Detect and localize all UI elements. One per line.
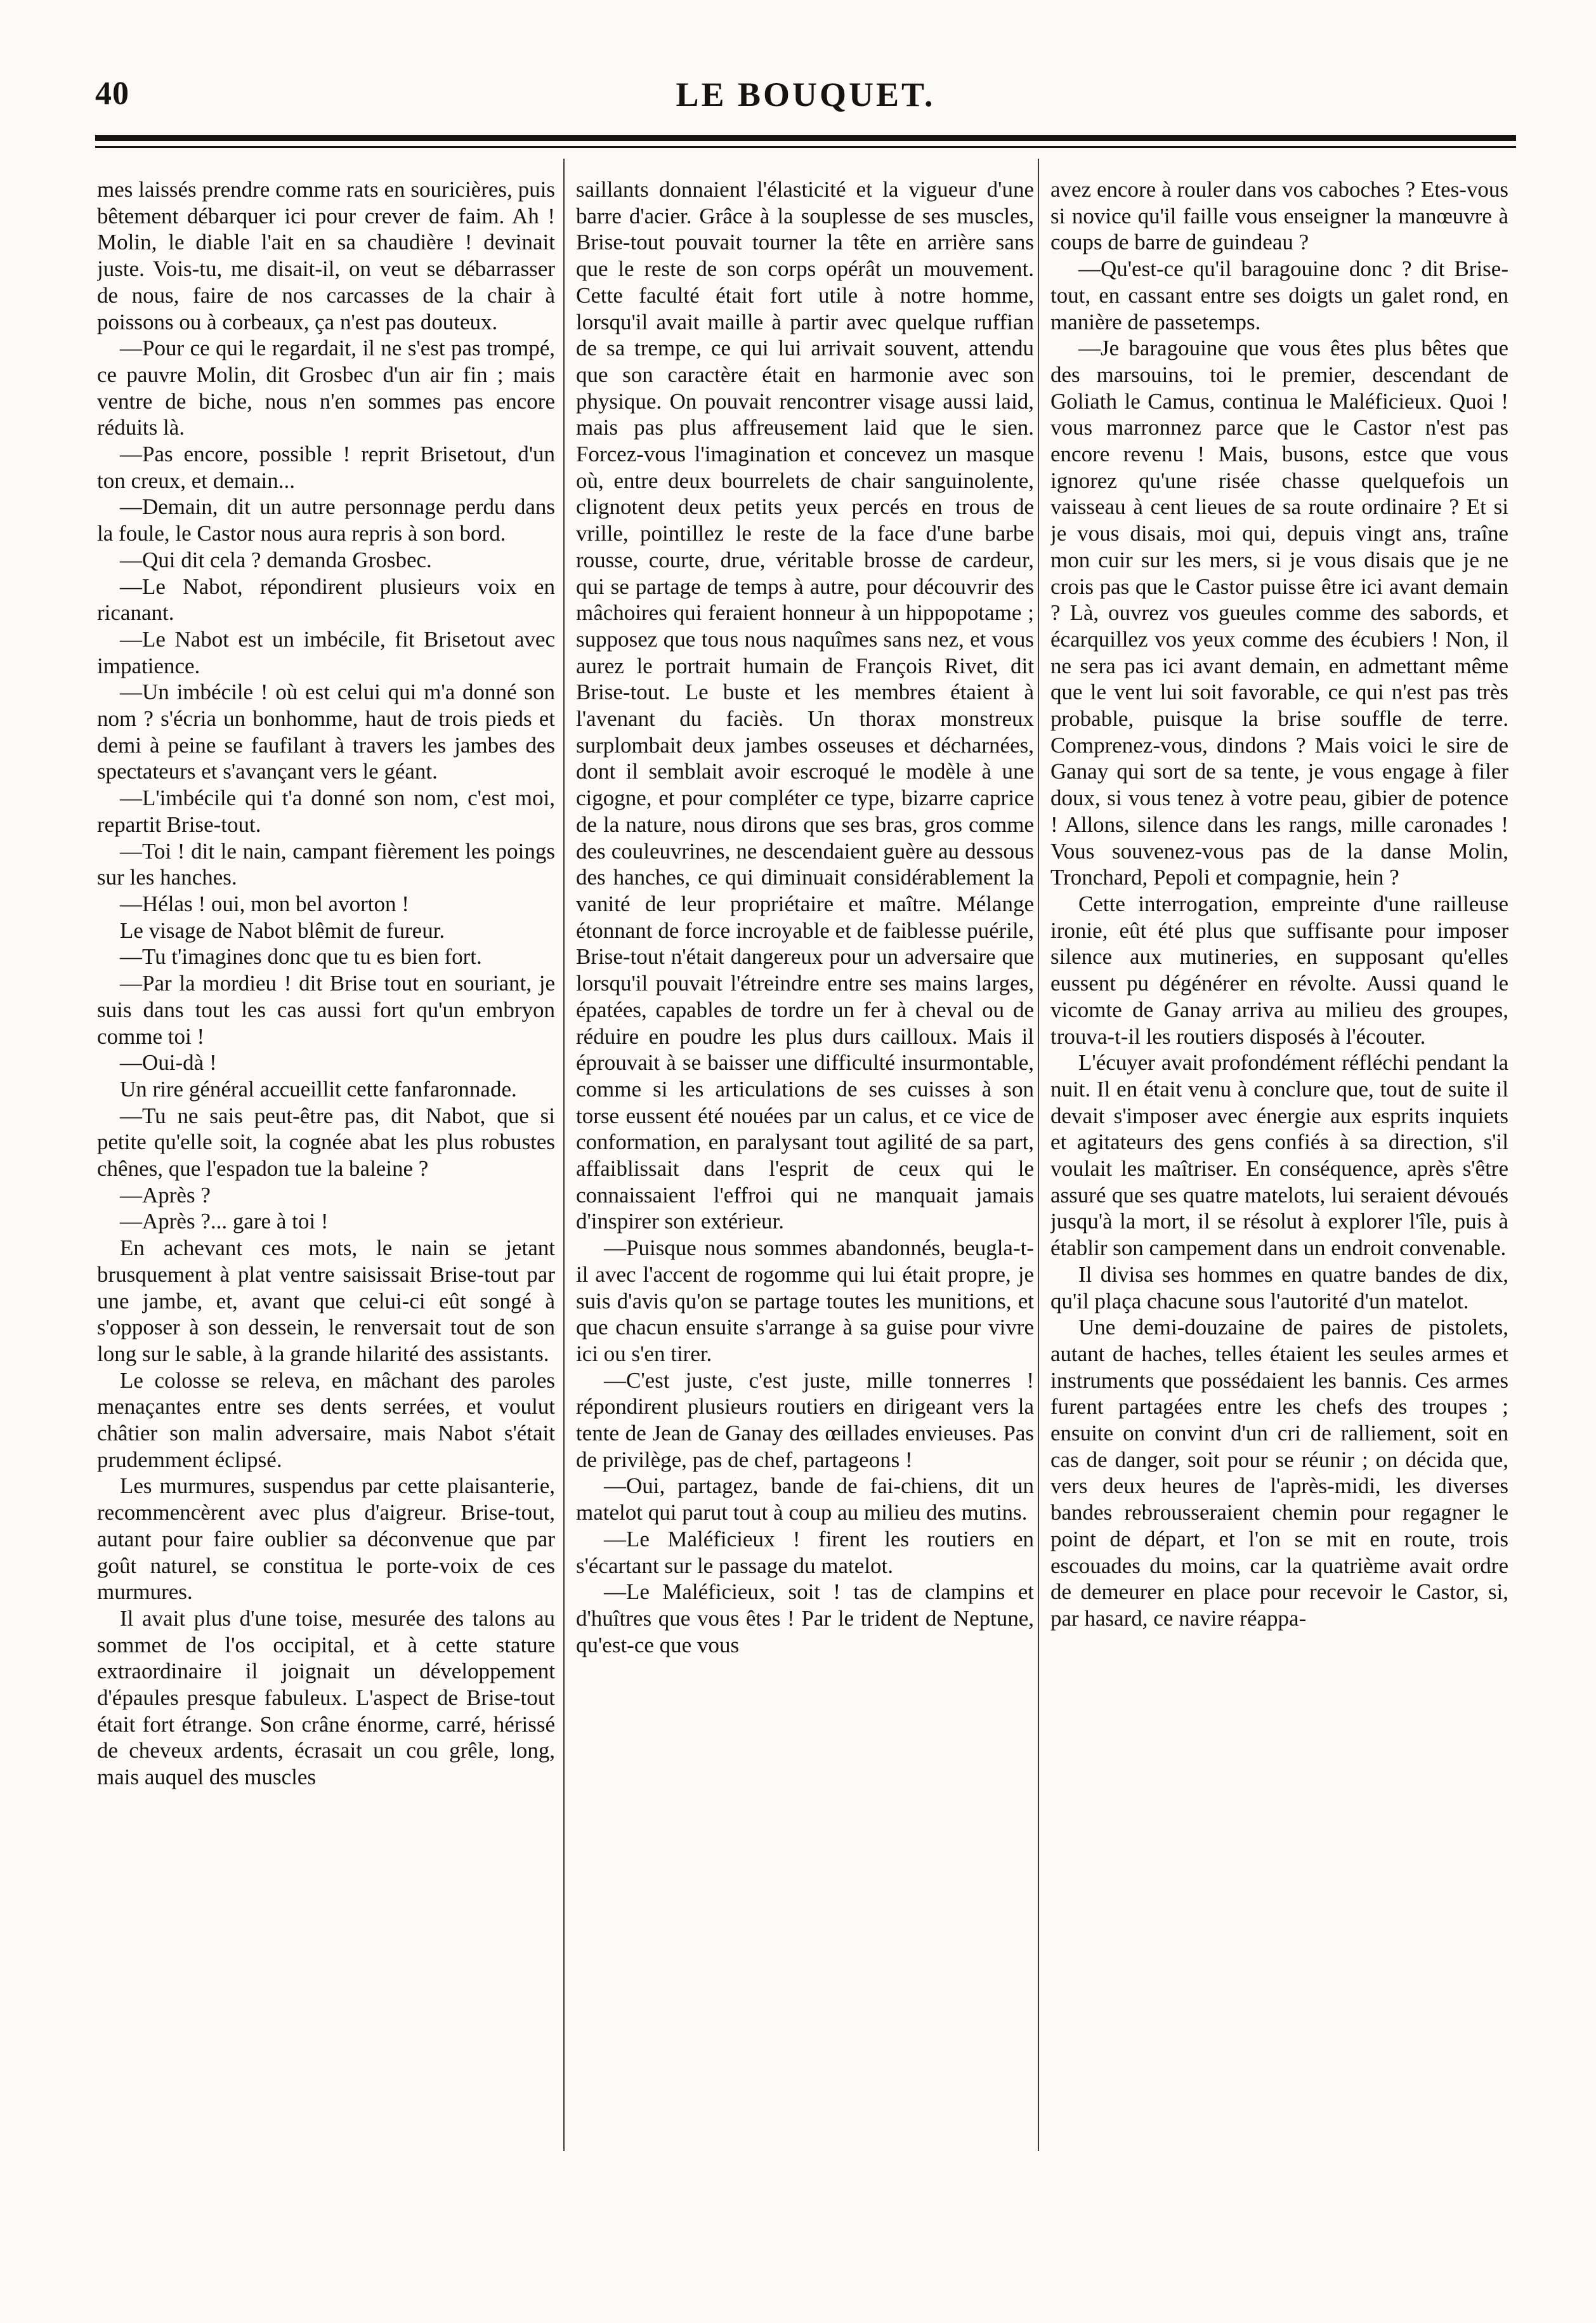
paragraph: En achevant ces mots, le nain se jetant brusquement à plat ventre saisissait Brise-tout par une jambe, et, avant que celui-ci eût songé à s'opposer à son dessein, le renversait tout de son long sur le sable, à la grande hilarité des assistants. xyxy=(97,1235,555,1366)
paragraph: —Oui-dà ! xyxy=(120,1050,217,1076)
journal-title: LE BOUQUET. xyxy=(676,76,936,114)
paragraph: —Par la mordieu ! dit Brise tout en souriant, je suis dans tout les cas aussi fort qu'un embryon comme toi ! xyxy=(97,971,555,1049)
paragraph: —Le Maléficieux, soit ! tas de clampins et d'huîtres que vous êtes ! Par le trident de Neptune, qu'est-ce que vous xyxy=(576,1579,1034,1657)
paragraph: —Demain, dit un autre personnage perdu dans la foule, le Castor nous aura repris à son bord. xyxy=(97,494,555,546)
paragraph: Il divisa ses hommes en quatre bandes de dix, qu'il plaça chacune sous l'autorité d'un matelot. xyxy=(1050,1261,1508,1313)
paragraph: Le colosse se releva, en mâchant des paroles menaçantes entre ses dents serrées, et voulut châtier son malin adversaire, mais Nabot s'était prudemment éclipsé. xyxy=(97,1367,555,1472)
paragraph: —Qu'est-ce qu'il baragouine donc ? dit Brise-tout, en cassant entre ses doigts un galet rond, en manière de passetemps. xyxy=(1050,256,1508,334)
paragraph: Un rire général accueillit cette fanfaronnade. xyxy=(120,1076,517,1102)
paragraph: —Un imbécile ! où est celui qui m'a donné son nom ? s'écria un bonhomme, haut de trois pieds et demi à peine se faufilant à travers les jambes des spectateurs et s'avançant vers le géant. xyxy=(97,680,555,784)
paragraph: —Hélas ! oui, mon bel avorton ! xyxy=(120,891,409,916)
column-divider xyxy=(1038,159,1039,2151)
paragraph: —Après ?... gare à toi ! xyxy=(120,1209,329,1234)
paragraph: —Tu ne sais peut-être pas, dit Nabot, que si petite qu'elle soit, la cognée abat les plus robustes chênes, que l'espadon tue la baleine ? xyxy=(97,1103,555,1181)
paragraph: —Puisque nous sommes abandonnés, beugla-t-il avec l'accent de rogomme qui lui était propre, je suis d'avis qu'on se partage toutes les munitions, et que chacun ensuite s'arrange à sa guise pour vivre ici ou s'en tirer. xyxy=(576,1235,1034,1366)
paragraph: —Après ? xyxy=(120,1182,211,1208)
paragraph: —Je baragouine que vous êtes plus bêtes que des marsouins, toi le premier, descendant de Goliath le Camus, continua le Maléficieux. Quoi ! vous marronnez parce que le Castor n'est pas encore revenu ! Mais, busons, estce que vous ignorez qu'une risée chasse quelquefois un vaisseau à cent lieues de sa route ordinaire ? Et si je vous disais, moi qui, depuis vingt ans, traîne mon cuir sur les mers, si je vous disais que je ne crois pas que le Castor puisse être ici avant demain ? Là, ouvrez vos gueules comme des sabords, et écarquillez vos yeux comme des écubiers ! Non, il ne sera pas ici avant demain, en admettant même que le vent lui soit favorable, ce qui n'est pas très probable, puisque la brise souffle de terre. Comprenez-vous, dindons ? Mais voici le sire de Ganay qui sort de sa tente, je vous engage à filer doux, si vous tenez à votre peau, gibier de potence ! Allons, silence dans les rangs, mille caronades ! Vous souvenez-vous pas de la danse Molin, Tronchard, Pepoli et compagnie, hein ? xyxy=(1050,336,1508,890)
paragraph: Il avait plus d'une toise, mesurée des talons au sommet de l'os occipital, et à cette stature extraordinaire il joignait un développement d'épaules presque fabuleux. L'aspect de Brise-tout était fort étrange. Son crâne énorme, carré, hérissé de cheveux ardents, écrasait un cou grêle, long, mais auquel des muscles xyxy=(97,1605,555,1790)
paragraph: Le visage de Nabot blêmit de fureur. xyxy=(120,918,445,943)
column-divider xyxy=(563,159,565,2151)
paragraph: saillants donnaient l'élasticité et la vigueur d'une barre d'acier. Grâce à la souplesse de ses muscles, Brise-tout pouvait tourner la tête en arrière sans que le reste de son corps opérât un mouvement. Cette faculté était fort utile à notre homme, lorsqu'il avait maille à partir avec quelque ruffian de sa trempe, ce qui lui arrivait souvent, attendu que son caractère était en harmonie avec son physique. On pouvait rencontrer visage aussi laid, mais pas plus affreusement laid que le sien. Forcez-vous l'imagination et concevez un masque où, entre deux bourrelets de chair sanguinolente, clignotent deux petits yeux percés en trous de vrille, pointillez le reste de la face d'une barbe rousse, courte, drue, véritable brosse de cardeur, qui se partage de temps à autre, pour découvrir des mâchoires qui feraient honneur à un hippopotame ; supposez que tous nous naquîmes sans nez, et vous aurez le portrait humain de François Rivet, dit Brise-tout. Le buste et les membres étaient à l'avenant du faciès. Un thorax monstreux surplombait deux jambes osseuses et décharnées, dont il semblait avoir escroqué le modèle à une cigogne, et pour compléter ce type, bizarre caprice de la nature, nous dirons que ses bras, gros comme des couleuvrines, ne descendaient guère au dessous des hanches, ce qui diminuait considérablement la vanité de leur propriétaire et maître. Mélange étonnant de force incroyable et de faiblesse puérile, Brise-tout n'était dangereux pour un adversaire que lorsqu'il pouvait l'étreindre entre ses mains larges, épatées, capables de tordre un fer à cheval ou de réduire en poudre les plus durs cailloux. Mais il éprouvait à se baisser une difficulté insurmontable, comme si les articulations de ses cuisses à son torse eussent été nouées par un calus, et ce vice de conformation, en paralysant tout agilité de sa part, affaiblissait dans l'esprit de ceux qui le connaissaient l'effroi qui ne manquait jamais d'inspirer son extérieur. xyxy=(576,177,1034,1234)
paragraph: Une demi-douzaine de paires de pistolets, autant de haches, telles étaient les seules armes et instruments que possédaient les bannis. Ces armes furent partagées entre les chefs des troupes ; ensuite on convint d'un cri de ralliement, soit en cas de danger, soit pour se réunir ; on décida que, vers deux heures de l'après-midi, les diverses bandes rebrousseraient chemin pour regagner le point de départ, et l'on se mit en route, trois escouades du moins, car la quatrième avait ordre de demeurer en place pour recevoir le Castor, si, par hasard, ce navire réappa- xyxy=(1050,1315,1508,1631)
paragraph: —Qui dit cela ? demanda Grosbec. xyxy=(120,547,432,572)
text-column-3 xyxy=(1050,176,1508,2143)
header-rule-thin xyxy=(95,146,1516,148)
page-number: 40 xyxy=(95,76,129,112)
paragraph: —L'imbécile qui t'a donné son nom, c'est moi, repartit Brise-tout. xyxy=(97,786,555,837)
paragraph: —Oui, partagez, bande de fai-chiens, dit un matelot qui parut tout à coup au milieu des mutins. xyxy=(576,1473,1034,1525)
paragraph: Cette interrogation, empreinte d'une railleuse ironie, eût été plus que suffisante pour imposer silence aux mutineries, en supposant qu'elles eussent pu dégénérer en révolte. Aussi quand le vicomte de Ganay arriva au milieu des groupes, trouva-t-il les routiers disposés à l'écouter. xyxy=(1050,891,1508,1049)
paragraph: —Toi ! dit le nain, campant fièrement les poings sur les hanches. xyxy=(97,838,555,890)
paragraph: —Tu t'imagines donc que tu es bien fort. xyxy=(120,944,482,970)
paragraph: —Pas encore, possible ! reprit Brisetout, d'un ton creux, et demain... xyxy=(97,442,555,493)
paragraph: —Pour ce qui le regardait, il ne s'est pas trompé, ce pauvre Molin, dit Grosbec d'un air fin ; mais ventre de biche, nous n'en sommes pas encore réduits là. xyxy=(97,336,555,440)
paragraph: —C'est juste, c'est juste, mille tonnerres ! répondirent plusieurs routiers en dirigeant vers la tente de Jean de Ganay des œillades envieuses. Pas de privilège, pas de chef, partageons ! xyxy=(576,1367,1034,1472)
text-column-2 xyxy=(576,176,1034,2143)
paragraph: —Le Maléficieux ! firent les routiers en s'écartant sur le passage du matelot. xyxy=(576,1526,1034,1578)
paragraph: mes laissés prendre comme rats en souricières, puis bêtement débarquer ici pour crever de faim. Ah ! Molin, le diable l'ait en sa chaudière ! devinait juste. Vois-tu, me disait-il, on veut se débarrasser de nous, faire de nos carcasses de la chair à poissons ou à corbeaux, ça n'est pas douteux. xyxy=(97,177,555,334)
paragraph: —Le Nabot est un imbécile, fit Brisetout avec impatience. xyxy=(97,626,555,678)
header-rule-thick xyxy=(95,135,1516,141)
page-header xyxy=(95,75,1516,119)
paragraph: Les murmures, suspendus par cette plaisanterie, recommencèrent avec plus d'aigreur. Brise-tout, autant pour faire oublier sa déconvenue que par goût naturel, se constitua le porte-voix de ces murmures. xyxy=(97,1473,555,1605)
paragraph: avez encore à rouler dans vos caboches ? Etes-vous si novice qu'il faille vous enseigner la manœuvre à coups de barre de guindeau ? xyxy=(1050,177,1508,255)
paragraph: —Le Nabot, répondirent plusieurs voix en ricanant. xyxy=(97,574,555,626)
text-column-1 xyxy=(97,176,555,2143)
paragraph: L'écuyer avait profondément réfléchi pendant la nuit. Il en était venu à conclure que, tout de suite il devait s'imposer avec énergie aux esprits inquiets et agitateurs des gens confiés à sa direction, s'il voulait les maîtriser. En conséquence, après s'être assuré que ses quatre matelots, lui seraient dévoués jusqu'à la mort, il se résolut à explorer l'île, puis à établir son campement dans un endroit convenable. xyxy=(1050,1050,1508,1261)
